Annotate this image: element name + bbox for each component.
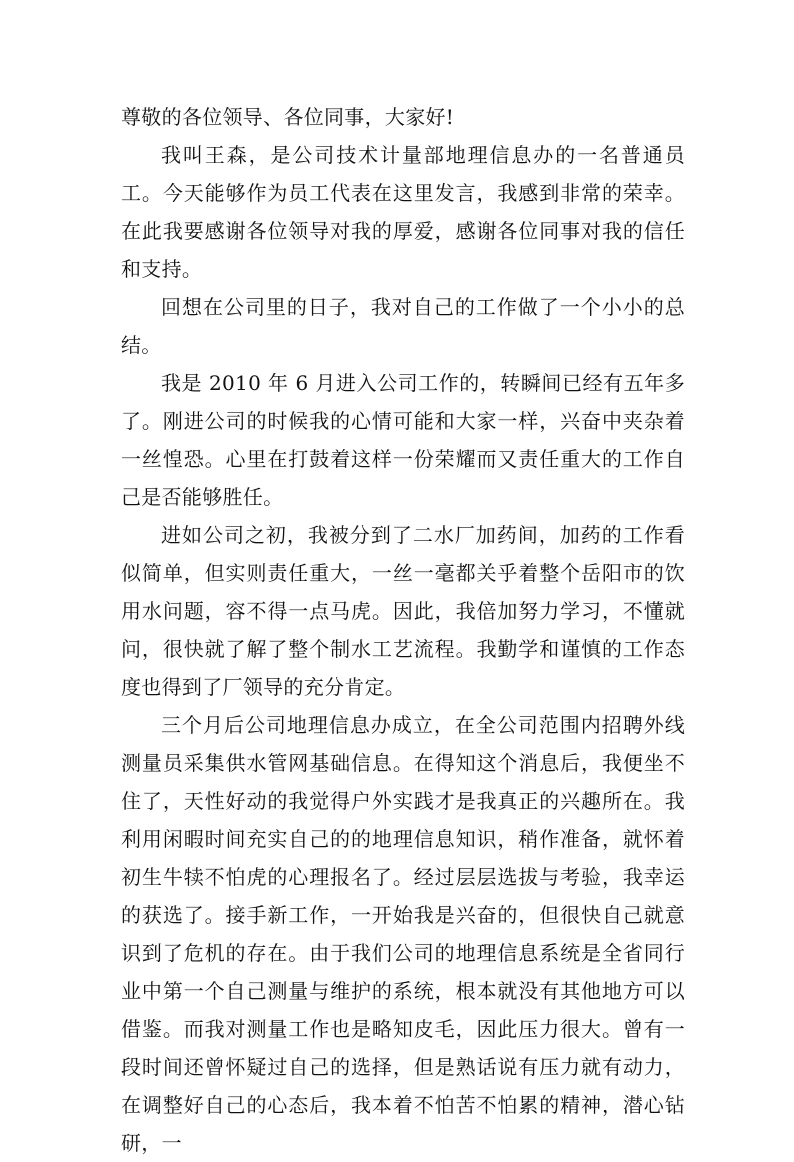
paragraph-joining: 我是 2010 年 6 月进入公司工作的，转瞬间已经有五年多了。刚进公司的时候我的心情可能和大家一样，兴奋中夹杂着一丝惶恐。心里在打鼓着这样一份荣耀而又责任重大的工作自己是否能够胜任。 <box>121 371 685 509</box>
paragraph-greeting: 尊敬的各位领导、各位同事，大家好! <box>121 105 455 129</box>
paragraph-gis-office: 三个月后公司地理信息办成立，在全公司范围内招聘外线测量员采集供水管网基础信息。在得知这个消息后，我便坐不住了，天性好动的我觉得户外实践才是我真正的兴趣所在。我利用闲暇时间充实自己的的地理信息知识，稍作准备，就怀着初生牛犊不怕虎的心理报名了。经过层层选拔与考验，我幸运的获选了。接手新工作，一开始我是兴奋的，但很快自己就意识到了危机的存在。由于我们公司的地理信息系统是全省同行业中第一个自己测量与维护的系统，根本就没有其他地方可以借鉴。而我对测量工作也是略知皮毛，因此压力很大。曾有一段时间还曾怀疑过自己的选择，但是熟话说有压力就有动力，在调整好自己的心态后，我本着不怕苦不怕累的精神，潜心钻研，一 <box>121 713 685 1155</box>
paragraph-introduction: 我叫王森，是公司技术计量部地理信息办的一名普通员工。今天能够作为员工代表在这里发言，我感到非常的荣幸。在此我要感谢各位领导对我的厚爱，感谢各位同事对我的信任和支持。 <box>121 143 685 281</box>
paragraph-summary-intro: 回想在公司里的日子，我对自己的工作做了一个小小的总结。 <box>121 295 685 357</box>
paragraph-first-assignment: 进如公司之初，我被分到了二水厂加药间，加药的工作看似简单，但实则责任重大，一丝一毫都关乎着整个岳阳市的饮用水问题，容不得一点马虎。因此，我倍加努力学习，不懂就问，很快就了解了整个制水工艺流程。我勤学和谨慎的工作态度也得到了厂领导的充分肯定。 <box>121 523 685 699</box>
document-body <box>121 98 685 1162</box>
